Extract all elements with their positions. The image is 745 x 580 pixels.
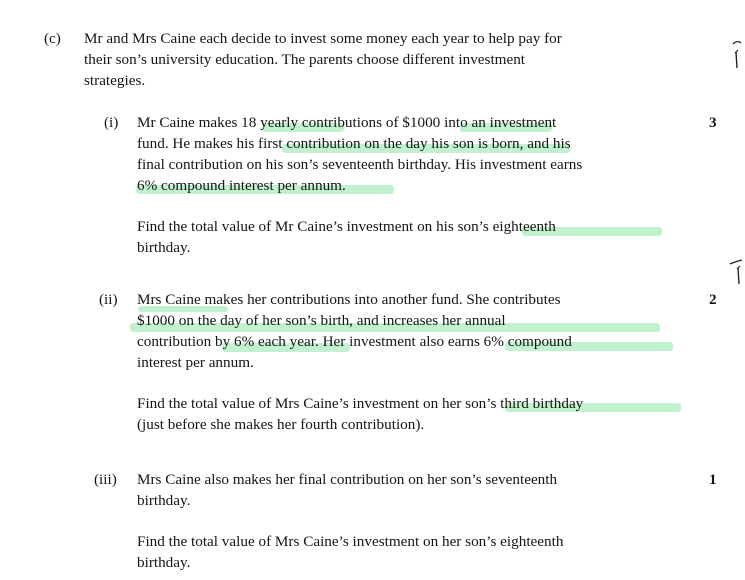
part-i-line-4: 6% compound interest per annum. xyxy=(137,177,346,194)
part-i-line-2: fund. He makes his first contribution on the day his son is born, and his xyxy=(137,135,571,152)
part-c-intro-line-2: their son’s university education. The parents choose different investment xyxy=(84,51,526,68)
part-iii-line-1: Mrs Caine also makes her final contribution on her son’s seventeenth xyxy=(137,471,558,488)
part-iii-marks: 1 xyxy=(709,471,717,488)
part-ii-line-4: interest per annum. xyxy=(137,354,254,371)
part-c-intro-line-1: Mr and Mrs Caine each decide to invest some money each year to help pay for xyxy=(84,30,562,47)
part-i-label: (i) xyxy=(104,114,119,131)
part-iii-question-line-2: birthday. xyxy=(137,554,191,571)
part-i-line-3: final contribution on his son’s seventeenth birthday. His investment earns xyxy=(137,156,583,173)
part-i-line-1: Mr Caine makes 18 yearly contributions of $1000 into an investment xyxy=(137,114,557,131)
part-ii-question-line-1: Find the total value of Mrs Caine’s investment on her son’s third birthday xyxy=(137,395,584,412)
pen-scribble-middle xyxy=(728,256,744,286)
part-i-question-line-1: Find the total value of Mr Caine’s investment on his son’s eighteenth xyxy=(137,218,556,235)
part-ii-line-3: contribution by 6% each year. Her investment also earns 6% compound xyxy=(137,333,572,350)
part-i-question-line-2: birthday. xyxy=(137,239,191,256)
part-ii-question-line-2: (just before she makes her fourth contribution). xyxy=(137,416,425,433)
part-ii-line-1: Mrs Caine makes her contributions into another fund. She contributes xyxy=(137,291,561,308)
part-iii-line-2: birthday. xyxy=(137,492,191,509)
part-ii-label: (ii) xyxy=(99,291,118,308)
part-c-label: (c) xyxy=(44,30,61,47)
part-ii-line-2: $1000 on the day of her son’s birth, and increases her annual xyxy=(137,312,506,329)
part-ii-marks: 2 xyxy=(709,291,717,308)
part-c-intro-line-3: strategies. xyxy=(84,72,146,89)
part-i-marks: 3 xyxy=(709,114,717,131)
part-iii-question-line-1: Find the total value of Mrs Caine’s investment on her son’s eighteenth xyxy=(137,533,564,550)
pen-scribble-top xyxy=(730,38,744,70)
part-iii-label: (iii) xyxy=(94,471,117,488)
